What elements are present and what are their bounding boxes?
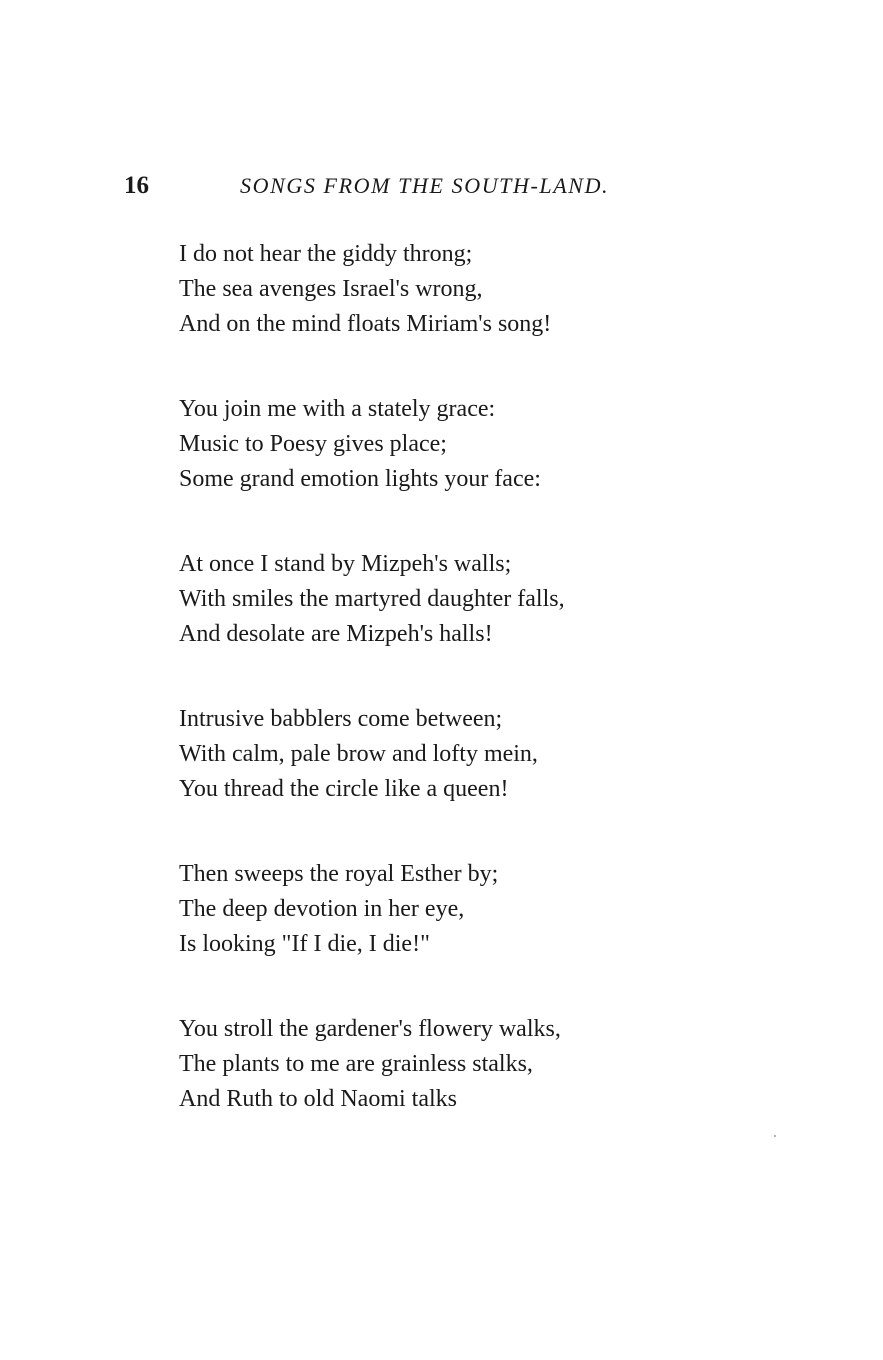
- verse-line: You thread the circle like a queen!: [179, 776, 509, 802]
- verse-line: And on the mind floats Miriam's song!: [179, 311, 552, 337]
- poem: [179, 237, 779, 1167]
- verse-line: The sea avenges Israel's wrong,: [179, 276, 483, 302]
- verse-line: Intrusive babblers come between;: [179, 706, 503, 732]
- stanza-2: [179, 392, 779, 497]
- verse-line: Is looking "If I die, I die!": [179, 931, 430, 957]
- stanza-4: [179, 702, 779, 807]
- verse-line: And Ruth to old Naomi talks: [179, 1086, 457, 1112]
- stanza-1: [179, 237, 779, 342]
- page-number: 16: [124, 172, 149, 199]
- running-title: SONGS FROM THE SOUTH-LAND.: [240, 173, 610, 198]
- stanza-3: [179, 547, 779, 652]
- verse-line: At once I stand by Mizpeh's walls;: [179, 551, 512, 577]
- verse-line: With calm, pale brow and lofty mein,: [179, 741, 538, 767]
- verse-line: And desolate are Mizpeh's halls!: [179, 621, 493, 647]
- stanza-5: [179, 857, 779, 962]
- stanza-6: [179, 1012, 779, 1117]
- verse-line: Music to Poesy gives place;: [179, 431, 447, 457]
- verse-line: Then sweeps the royal Esther by;: [179, 861, 499, 887]
- print-speck: [774, 1135, 776, 1137]
- running-head: [0, 168, 883, 204]
- verse-line: You stroll the gardener's flowery walks,: [179, 1016, 561, 1042]
- verse-line: The plants to me are grainless stalks,: [179, 1051, 533, 1077]
- verse-line: I do not hear the giddy throng;: [179, 241, 473, 267]
- verse-line: You join me with a stately grace:: [179, 396, 496, 422]
- verse-line: The deep devotion in her eye,: [179, 896, 465, 922]
- verse-line: With smiles the martyred daughter falls,: [179, 586, 565, 612]
- verse-line: Some grand emotion lights your face:: [179, 466, 541, 492]
